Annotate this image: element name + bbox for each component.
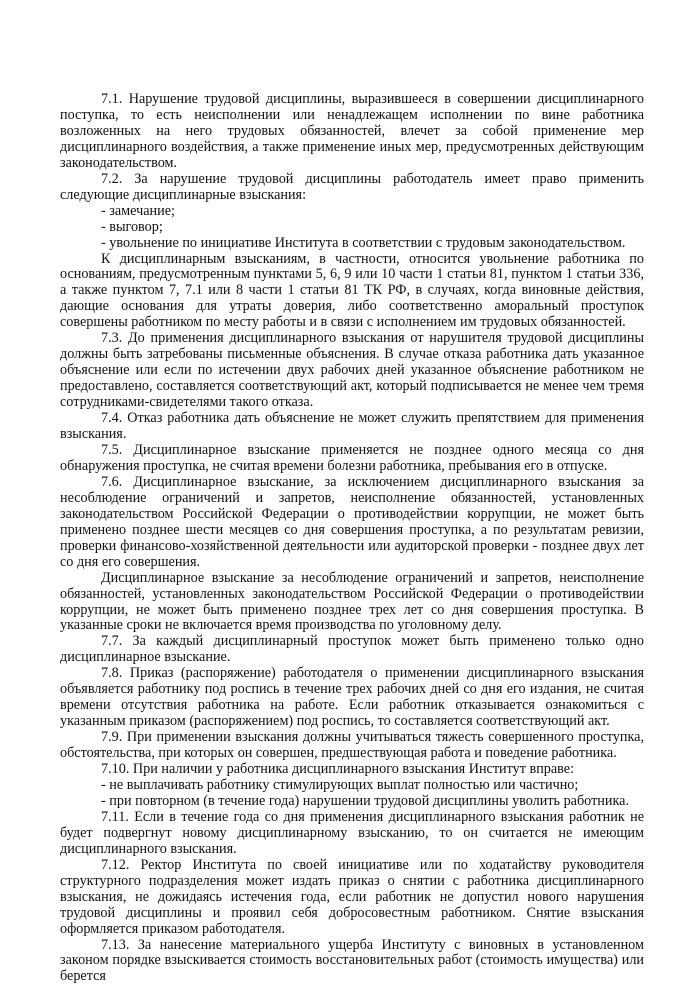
- paragraph-7-5: 7.5. Дисциплинарное взыскание применяется не позднее одного месяца со дня обнаружения проступка, не считая времени болезни работника, пребывания его в отпуске.: [60, 441, 644, 474]
- list-item-reprimand-remark: - замечание;: [101, 202, 175, 219]
- paragraph-7-11: 7.11. Если в течение года со дня применения дисциплинарного взыскания работник не будет подвергнут новому дисциплинарному взысканию, то он считается не имеющим дисциплинарного взыскания.: [60, 808, 644, 857]
- paragraph-7-1: 7.1. Нарушение трудовой дисциплины, выразившееся в совершении дисциплинарного поступка, то есть неисполнении или ненадлежащем исполнении по вине работника возложенных на него трудовых обязанностей, влечет за собой применение мер дисциплинарного воздействия, а также применение иных мер, предусмотренных действующим законодательством.: [60, 91, 644, 171]
- paragraph-7-8: 7.8. Приказ (распоряжение) работодателя о применении дисциплинарного взыскания объявляется работнику под роспись в течение трех рабочих дней со дня его издания, не считая времени отсутствия работника на работе. Если работник отказывается ознакомиться с указанным приказом (распоряжением) под роспись, то составляется соответствующий акт.: [60, 665, 644, 730]
- list-item-repeat-dismissal: - при повторном (в течение года) нарушении трудовой дисциплины уволить работника.: [101, 792, 629, 809]
- paragraph-7-9: 7.9. При применении взыскания должны учитываться тяжесть совершенного проступка, обстоятельства, при которых он совершен, предшествующая работа и поведение работника.: [60, 729, 644, 762]
- paragraph-dismissal-grounds: К дисциплинарным взысканиям, в частности, относится увольнение работника по основаниям, предусмотренным пунктами 5, 6, 9 или 10 части 1 статьи 81, пунктом 1 статьи 336, а также пунктом 7, 7.1 или 8 части 1 статьи 81 ТК РФ, в случаях, когда виновные действия, дающие основания для утраты доверия, либо соответственно аморальный проступок совершены работником по месту работы и в связи с исполнением им трудовых обязанностей.: [60, 250, 644, 331]
- paragraph-7-3: 7.3. До применения дисциплинарного взыскания от нарушителя трудовой дисциплины должны быть затребованы письменные объяснения. В случае отказа работника дать указанное объяснение или если по истечении двух рабочих дней указанное объяснение работником не предоставлено, составляется соответствующий акт, который подписывается не менее чем тремя сотрудниками-свидетелями такого отказа.: [60, 330, 644, 411]
- paragraph-7-6: 7.6. Дисциплинарное взыскание, за исключением дисциплинарного взыскания за несоблюдение ограничений и запретов, неисполнение обязанностей, установленных законодательством Российской Федерации о противодействии коррупции, не может быть применено позднее шести месяцев со дня совершения проступка, а по результатам ревизии, проверки финансово-хозяйственной деятельности или аудиторской проверки - позднее двух лет со дня его совершения.: [60, 473, 644, 570]
- paragraph-7-2: 7.2. За нарушение трудовой дисциплины работодатель имеет право применить следующие дисциплинарные взыскания:: [60, 170, 644, 203]
- paragraph-corruption-penalty: Дисциплинарное взыскание за несоблюдение ограничений и запретов, неисполнение обязанностей, установленных законодательством Российской Федерации о противодействии коррупции, не может быть применено позднее трех лет со дня совершения проступка. В указанные сроки не включается время производства по уголовному делу.: [60, 569, 644, 634]
- paragraph-7-13: 7.13. За нанесение материального ущерба Институту с виновных в установленном законом порядке взыскивается стоимость восстановительных работ (стоимость имущества) или берется: [60, 936, 644, 985]
- list-item-dismissal: - увольнение по инициативе Института в соответствии с трудовым законодательством.: [101, 234, 626, 251]
- paragraph-7-12: 7.12. Ректор Института по своей инициативе или по ходатайству руководителя структурного подразделения может издать приказ о снятии с работника дисциплинарного взыскания, не дожидаясь истечения года, если работник не допустил нового нарушения трудовой дисциплины и проявил себя добросовестным работником. Снятие взыскания оформляется приказом работодателя.: [60, 856, 644, 937]
- document-page: [60, 92, 644, 985]
- paragraph-7-10: 7.10. При наличии у работника дисциплинарного взыскания Институт вправе:: [101, 761, 575, 778]
- list-item-no-bonus: - не выплачивать работнику стимулирующих выплат полностью или частично;: [101, 776, 579, 793]
- list-item-reprimand: - выговор;: [101, 218, 163, 235]
- paragraph-7-7: 7.7. За каждый дисциплинарный проступок может быть применено только одно дисциплинарное взыскание.: [60, 633, 644, 666]
- paragraph-7-4: 7.4. Отказ работника дать объяснение не может служить препятствием для применения взыскания.: [60, 410, 644, 443]
